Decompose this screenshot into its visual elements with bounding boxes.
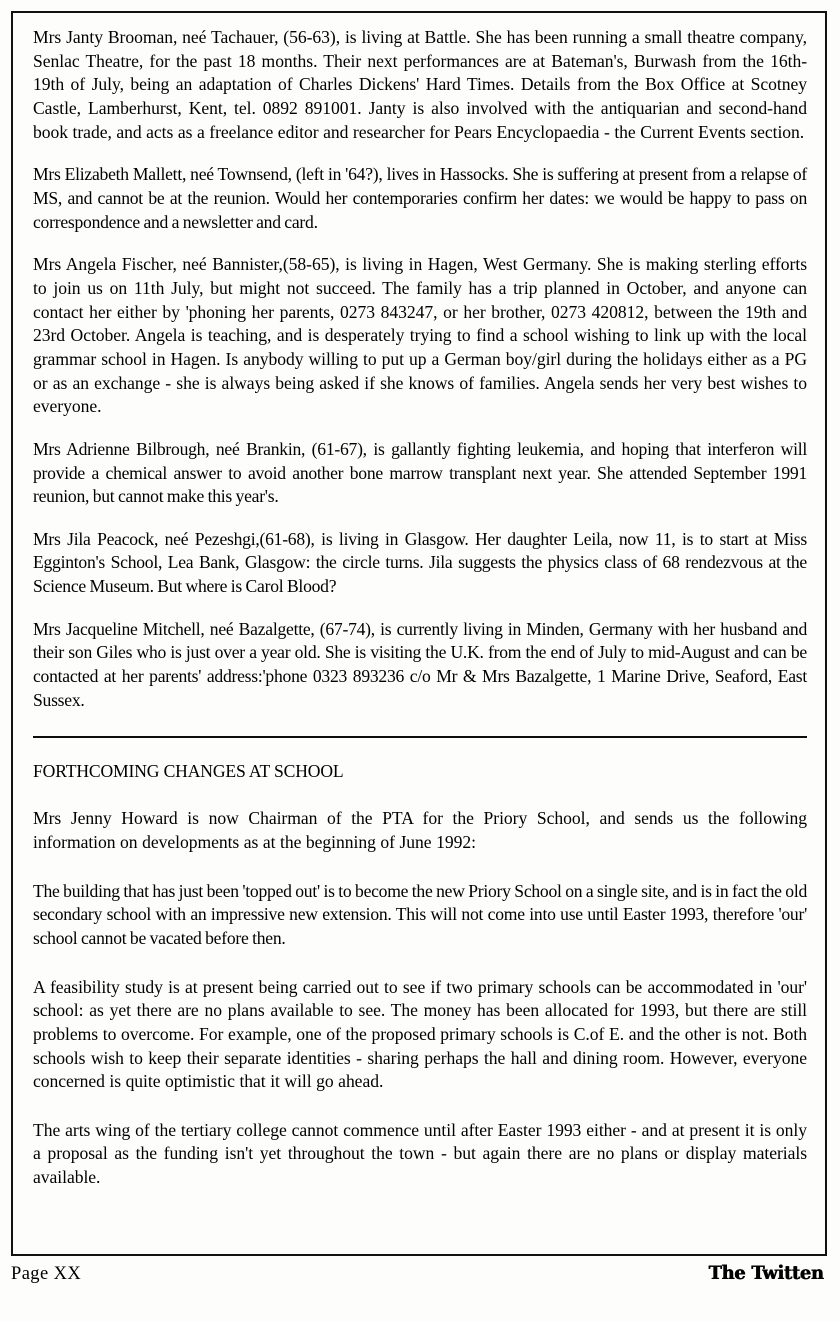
paragraph-adrienne-bilbrough: Mrs Adrienne Bilbrough, neé Brankin, (61-67), is gallantly fighting leukemia, and hoping that interferon will provide a chemical answer to avoid another bone marrow transplant next year. She attended September 1991 reunion, but cannot make this year's. xyxy=(33,438,807,507)
section-forthcoming-changes xyxy=(33,760,807,1189)
paragraph-jenny-howard-intro: Mrs Jenny Howard is now Chairman of the PTA for the Priory School, and sends us the following information on developments as at the beginning of June 1992: xyxy=(33,808,807,852)
section-divider-rule xyxy=(33,736,807,738)
section-news-updates xyxy=(33,26,807,712)
paragraph-arts-wing: The arts wing of the tertiary college cannot commence until after Easter 1993 either - and at present it is only a proposal as the funding isn't yet throughout the town - but again there are no plans or display materials available. xyxy=(33,1119,807,1188)
paragraph-janty-brooman: Mrs Janty Brooman, neé Tachauer, (56-63), is living at Battle. She has been running a small theatre company, Senlac Theatre, for the past 18 months. Their next performances are at Bateman's, Burwash from the 16th-19th of July, being an adaptation of Charles Dickens' Hard Times. Details from the Box Office at Scotney Castle, Lamberhurst, Kent, tel. 0892 891001. Janty is also involved with the antiquarian and second-hand book trade, and acts as a freelance editor and researcher for Pears Encyclopaedia - the Current Events section. xyxy=(33,27,807,142)
paragraph-new-building: The building that has just been 'topped out' is to become the new Priory School on a single site, and is in fact the old secondary school with an impressive new extension. This will not come into use until Easter 1993, therefore 'our' school cannot be vacated before then. xyxy=(33,880,807,948)
publication-masthead: The Twitten xyxy=(708,1262,824,1284)
paragraph-elizabeth-mallett: Mrs Elizabeth Mallett, neé Townsend, (left in '64?), lives in Hassocks. She is suffering at present from a relapse of MS, and cannot be at the reunion. Would her contemporaries confirm her dates: we would be happy to pass on correspondence and a newsletter and card. xyxy=(33,164,807,232)
paragraph-jila-peacock: Mrs Jila Peacock, neé Pezeshgi,(61-68), is living in Glasgow. Her daughter Leila, now 11, is to start at Miss Egginton's School, Lea Bank, Glasgow: the circle turns. Jila suggests the physics class of 68 rendezvous at the Science Museum. But where is Carol Blood? xyxy=(33,528,807,597)
paragraph-angela-fischer: Mrs Angela Fischer, neé Bannister,(58-65), is living in Hagen, West Germany. She is making sterling efforts to join us on 11th July, but might not succeed. The family has a trip planned in October, and anyone can contact her either by 'phoning her parents, 0273 843247, or her brother, 0273 420812, between the 19th and 23rd October. Angela is teaching, and is desperately trying to find a school wishing to link up with the local grammar school in Hagen. Is anybody willing to put up a German boy/girl during the holidays either as a PG or as an exchange - she is always being asked if she knows of families. Angela sends her very best wishes to everyone. xyxy=(33,254,807,417)
section-heading: FORTHCOMING CHANGES AT SCHOOL xyxy=(33,761,344,782)
page-number: Page XX xyxy=(11,1264,82,1284)
paragraph-jacqueline-mitchell: Mrs Jacqueline Mitchell, neé Bazalgette, (67-74), is currently living in Minden, Germany with her husband and their son Giles who is just over a year old. She is visiting the U.K. from the end of July to mid-August and can be contacted at her parents' address:'phone 0323 893236 c/o Mr & Mrs Bazalgette, 1 Marine Drive, Seaford, East Sussex. xyxy=(33,618,807,710)
paragraph-feasibility-study: A feasibility study is at present being carried out to see if two primary schools can be accommodated in 'our' school: as yet there are no plans available to see. The money has been allocated for 1993, but there are still problems to overcome. For example, one of the proposed primary schools is C.of E. and the other is not. Both schools wish to keep their separate identities - sharing perhaps the hall and dining room. However, everyone concerned is quite optimistic that it will go ahead. xyxy=(33,976,807,1092)
page-content xyxy=(33,26,807,1241)
page-footer xyxy=(11,1262,827,1285)
